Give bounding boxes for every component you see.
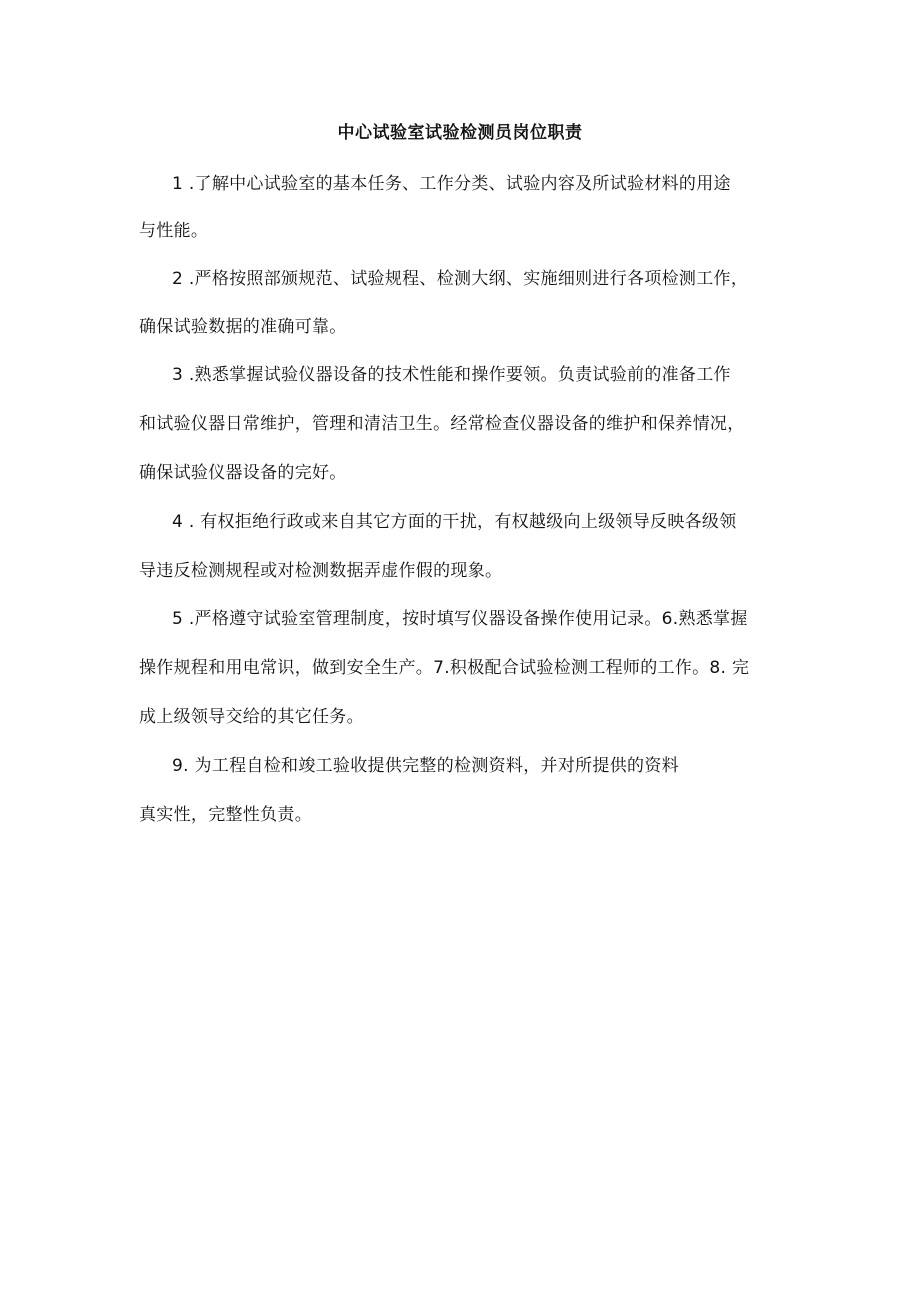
item-3-line-1: 3 .熟悉掌握试验仪器设备的技术性能和操作要领。负责试验前的准备工作 [172,365,731,385]
item-9-line-2: 真实性，完整性负责。 [139,805,312,825]
document-title: 中心试验室试验检测员岗位职责 [337,123,583,143]
item-1-line-1: 1 .了解中心试验室的基本任务、工作分类、试验内容及所试验材料的用途 [172,174,731,194]
item-3-line-3: 确保试验仪器设备的完好。 [139,463,347,483]
item-1-line-2: 与性能。 [139,221,209,241]
item-2-line-2: 确保试验数据的准确可靠。 [139,317,347,337]
item-2-line-1: 2 .严格按照部颁规范、试验规程、检测大纲、实施细则进行各项检测工作， [172,269,749,289]
item-3-line-2: 和试验仪器日常维护，管理和清洁卫生。经常检查仪器设备的维护和保养情况， [139,414,745,434]
item-9-line-1: 9. 为工程自检和竣工验收提供完整的检测资料，并对所提供的资料 [172,756,679,776]
item-4-line-2: 导违反检测规程或对检测数据弄虚作假的现象。 [139,561,503,581]
item-5-line-2: 操作规程和用电常识，做到安全生产。7.积极配合试验检测工程师的工作。8. 完 [139,658,750,678]
item-5-line-3: 成上级领导交给的其它任务。 [139,707,364,727]
item-4-line-1: 4 . 有权拒绝行政或来自其它方面的干扰，有权越级向上级领导反映各级领 [172,512,737,532]
item-5-line-1: 5 .严格遵守试验室管理制度，按时填写仪器设备操作使用记录。6.熟悉掌握 [172,609,748,629]
